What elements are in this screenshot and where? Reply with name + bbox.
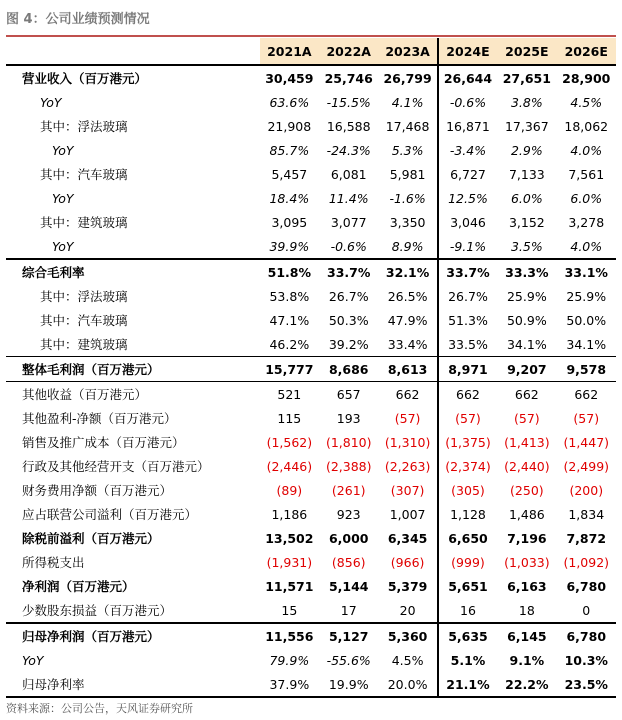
col-header-2024e: 2024E xyxy=(438,38,497,65)
row-label: YoY xyxy=(52,142,74,158)
row-label: 其中：建筑玻璃 xyxy=(40,215,128,230)
cell-2022a: (2,388) xyxy=(325,458,372,474)
cell-2022a: 6,000 xyxy=(328,530,369,546)
cell-2023a: 20.0% xyxy=(378,672,437,697)
cell-2025e: (1,033) xyxy=(504,554,550,570)
cell-2025e: 2.9% xyxy=(510,142,543,158)
cell-2024e: 5.1% xyxy=(438,648,497,672)
title-rule xyxy=(6,35,616,37)
cell-2023a: 47.9% xyxy=(387,312,428,328)
cell-2022a: 16,588 xyxy=(326,118,371,134)
table-row xyxy=(6,162,616,186)
cell-2021a: 79.9% xyxy=(269,652,310,668)
row-label: 营业收入（百万港元） xyxy=(6,65,260,90)
cell-2023a: 8.9% xyxy=(391,238,424,254)
cell-2021a: 5,457 xyxy=(271,166,308,182)
cell-2024e: -3.4% xyxy=(438,138,497,162)
row-label: 销售及推广成本（百万港元） xyxy=(22,435,185,450)
cell-2025e: 50.9% xyxy=(506,312,547,328)
cell-2026e: 6,780 xyxy=(557,623,616,648)
cell-2025e: 27,651 xyxy=(497,65,556,90)
cell-2023a: 4.5% xyxy=(391,652,424,668)
cell-2021a: 85.7% xyxy=(269,142,310,158)
cell-2025e: (2,440) xyxy=(504,458,550,474)
row-label: 少数股东损益（百万港元） xyxy=(22,603,173,618)
cell-2021a: 37.9% xyxy=(260,672,319,697)
table-row xyxy=(6,138,616,162)
cell-2021a: 51.8% xyxy=(260,259,319,284)
cell-2025e: 9.1% xyxy=(509,652,545,668)
cell-2023a: 5,360 xyxy=(378,623,437,648)
cell-2026e: (1,447) xyxy=(563,434,610,450)
cell-2024e: 12.5% xyxy=(438,186,497,210)
cell-2025e: 7,196 xyxy=(507,530,547,546)
cell-2022a: 3,077 xyxy=(330,214,367,230)
table-row xyxy=(6,90,616,114)
cell-2022a: 5,127 xyxy=(319,623,378,648)
cell-2023a: 20 xyxy=(399,602,416,618)
row-label: 其他收益（百万港元） xyxy=(6,382,260,407)
cell-2026e: 33.1% xyxy=(557,259,616,284)
cell-2025e: 6,145 xyxy=(497,623,556,648)
cell-2022a: -15.5% xyxy=(326,94,371,110)
cell-2025e: 9,207 xyxy=(497,357,556,382)
cell-2026e: 1,834 xyxy=(568,506,605,522)
table-row xyxy=(6,526,616,550)
cell-2022a: 193 xyxy=(336,410,361,426)
cell-2025e: 25.9% xyxy=(506,288,547,304)
cell-2026e: 25.9% xyxy=(566,288,607,304)
cell-2023a: 4.1% xyxy=(391,94,424,110)
cell-2023a: (966) xyxy=(390,554,425,570)
cell-2024e: (999) xyxy=(438,550,497,574)
col-header-2025e: 2025E xyxy=(497,38,556,65)
cell-2022a: 6,081 xyxy=(330,166,367,182)
cell-2022a: 657 xyxy=(319,382,378,407)
table-row xyxy=(6,430,616,454)
cell-2022a: 11.4% xyxy=(328,190,369,206)
table-row xyxy=(6,357,616,382)
cell-2024e: 5,651 xyxy=(438,574,497,598)
cell-2022a: (856) xyxy=(331,554,366,570)
cell-2026e: 18,062 xyxy=(564,118,609,134)
cell-2023a: 8,613 xyxy=(378,357,437,382)
forecast-table xyxy=(6,38,616,698)
cell-2026e: 23.5% xyxy=(557,672,616,697)
cell-2026e: 50.0% xyxy=(566,312,607,328)
cell-2026e: 0 xyxy=(582,602,591,618)
cell-2023a: -1.6% xyxy=(389,190,426,206)
cell-2021a: 13,502 xyxy=(265,530,314,546)
cell-2022a: -0.6% xyxy=(330,238,367,254)
cell-2024e: 6,727 xyxy=(438,162,497,186)
cell-2023a: 17,468 xyxy=(385,118,430,134)
table-row xyxy=(6,114,616,138)
header-row xyxy=(6,38,616,65)
cell-2022a: -24.3% xyxy=(326,142,371,158)
header-label-cell xyxy=(6,38,260,65)
cell-2024e: 662 xyxy=(438,382,497,407)
cell-2021a: (89) xyxy=(276,482,303,498)
cell-2021a: 18.4% xyxy=(269,190,310,206)
table-row xyxy=(6,186,616,210)
cell-2025e: (250) xyxy=(510,482,544,498)
cell-2021a: 30,459 xyxy=(260,65,319,90)
cell-2024e: (305) xyxy=(438,478,497,502)
row-label: YoY xyxy=(52,190,74,206)
table-row xyxy=(6,65,616,90)
cell-2024e: -9.1% xyxy=(438,234,497,259)
cell-2022a: 33.7% xyxy=(319,259,378,284)
cell-2021a: 521 xyxy=(260,382,319,407)
table-row xyxy=(6,648,616,672)
row-label: 应占联营公司溢利（百万港元） xyxy=(22,507,198,522)
cell-2023a: 5.3% xyxy=(391,142,424,158)
cell-2023a: (307) xyxy=(390,482,425,498)
table-row xyxy=(6,454,616,478)
cell-2025e: 22.2% xyxy=(497,672,556,697)
cell-2021a: 46.2% xyxy=(269,336,310,352)
source-rule xyxy=(6,697,616,698)
cell-2023a: (57) xyxy=(394,410,421,426)
cell-2022a: 923 xyxy=(336,506,361,522)
row-label: 其他盈利-净额（百万港元） xyxy=(22,411,177,426)
cell-2022a: 8,686 xyxy=(319,357,378,382)
table-row xyxy=(6,598,616,623)
row-label: 归母净利率 xyxy=(6,672,260,697)
row-label: 行政及其他经营开支（百万港元） xyxy=(22,459,210,474)
cell-2021a: 115 xyxy=(277,410,302,426)
cell-2024e: 5,635 xyxy=(438,623,497,648)
cell-2022a: -55.6% xyxy=(326,652,371,668)
table-row xyxy=(6,574,616,598)
cell-2026e: 4.5% xyxy=(570,94,603,110)
cell-2021a: 15 xyxy=(281,602,298,618)
row-label: 综合毛利率 xyxy=(6,259,260,284)
cell-2021a: 1,186 xyxy=(271,506,308,522)
cell-2021a: (1,562) xyxy=(266,434,313,450)
cell-2023a: 1,007 xyxy=(389,506,426,522)
cell-2024e: 51.3% xyxy=(438,308,497,332)
table-row xyxy=(6,623,616,648)
cell-2026e: (2,499) xyxy=(563,458,610,474)
cell-2021a: 39.9% xyxy=(269,238,310,254)
cell-2024e: 6,650 xyxy=(438,526,497,550)
col-header-2022a: 2022A xyxy=(319,38,378,65)
row-label: YoY xyxy=(22,652,44,668)
table-row xyxy=(6,502,616,526)
row-label: 其中：建筑玻璃 xyxy=(40,337,128,352)
table-row xyxy=(6,406,616,430)
source-note: 资料来源：公司公告，天风证券研究所 xyxy=(6,702,193,715)
cell-2024e: -0.6% xyxy=(438,90,497,114)
cell-2023a: 26,799 xyxy=(378,65,437,90)
cell-2024e: (57) xyxy=(438,406,497,430)
row-label: 其中：汽车玻璃 xyxy=(40,313,128,328)
cell-2026e: 6.0% xyxy=(570,190,603,206)
cell-2025e: 33.3% xyxy=(497,259,556,284)
cell-2024e: 16 xyxy=(438,598,497,623)
cell-2025e: 7,133 xyxy=(508,166,545,182)
cell-2022a: 26.7% xyxy=(328,288,369,304)
cell-2024e: 21.1% xyxy=(438,672,497,697)
table-row xyxy=(6,478,616,502)
cell-2025e: 3.8% xyxy=(510,94,543,110)
cell-2024e: (2,374) xyxy=(438,454,497,478)
cell-2026e: 7,561 xyxy=(568,166,605,182)
row-label: YoY xyxy=(40,94,62,110)
row-label: 净利润（百万港元） xyxy=(22,579,135,594)
cell-2022a: (1,810) xyxy=(325,434,372,450)
cell-2023a: 662 xyxy=(378,382,437,407)
table-row xyxy=(6,284,616,308)
cell-2023a: 26.5% xyxy=(387,288,428,304)
cell-2024e: 33.5% xyxy=(438,332,497,357)
table-row xyxy=(6,308,616,332)
col-header-2023a: 2023A xyxy=(378,38,437,65)
cell-2021a: 21,908 xyxy=(267,118,312,134)
cell-2025e: 34.1% xyxy=(506,336,547,352)
cell-2022a: 50.3% xyxy=(328,312,369,328)
cell-2025e: 6.0% xyxy=(510,190,543,206)
table-row xyxy=(6,210,616,234)
cell-2023a: (2,263) xyxy=(384,458,431,474)
cell-2021a: 15,777 xyxy=(260,357,319,382)
cell-2021a: 3,095 xyxy=(271,214,308,230)
table-row xyxy=(6,234,616,259)
cell-2025e: 6,163 xyxy=(507,578,547,594)
cell-2022a: 17 xyxy=(340,602,357,618)
cell-2025e: (57) xyxy=(514,410,540,426)
row-label: 所得税支出 xyxy=(22,555,85,570)
row-label: 其中：浮法玻璃 xyxy=(40,119,128,134)
row-label: YoY xyxy=(52,238,74,254)
row-label: 其中：浮法玻璃 xyxy=(40,289,128,304)
cell-2026e: (200) xyxy=(569,482,604,498)
cell-2026e: 6,780 xyxy=(566,578,607,594)
col-header-2026e: 2026E xyxy=(557,38,616,65)
table-row xyxy=(6,259,616,284)
cell-2021a: 11,556 xyxy=(260,623,319,648)
cell-2024e: 1,128 xyxy=(438,502,497,526)
cell-2024e: 8,971 xyxy=(438,357,497,382)
cell-2023a: 33.4% xyxy=(387,336,428,352)
cell-2024e: 3,046 xyxy=(438,210,497,234)
cell-2024e: (1,375) xyxy=(438,430,497,454)
table-row xyxy=(6,382,616,407)
table-row xyxy=(6,332,616,357)
cell-2022a: 39.2% xyxy=(328,336,369,352)
cell-2023a: 3,350 xyxy=(389,214,426,230)
cell-2023a: (1,310) xyxy=(384,434,431,450)
cell-2022a: 25,746 xyxy=(319,65,378,90)
cell-2026e: (57) xyxy=(573,410,600,426)
cell-2026e: 4.0% xyxy=(570,142,603,158)
row-label: 其中：汽车玻璃 xyxy=(40,167,128,182)
row-label: 财务费用净额（百万港元） xyxy=(22,483,173,498)
cell-2026e: 662 xyxy=(557,382,616,407)
cell-2023a: 5,981 xyxy=(389,166,426,182)
cell-2025e: 1,486 xyxy=(508,506,545,522)
cell-2021a: 47.1% xyxy=(269,312,310,328)
cell-2022a: (261) xyxy=(331,482,366,498)
cell-2023a: 5,379 xyxy=(387,578,428,594)
cell-2026e: 9,578 xyxy=(557,357,616,382)
col-header-2021a: 2021A xyxy=(260,38,319,65)
cell-2022a: 5,144 xyxy=(328,578,369,594)
cell-2026e: 3,278 xyxy=(568,214,605,230)
cell-2025e: 3,152 xyxy=(508,214,545,230)
cell-2025e: 18 xyxy=(518,602,535,618)
cell-2023a: 6,345 xyxy=(387,530,428,546)
cell-2026e: 4.0% xyxy=(570,238,603,254)
cell-2022a: 19.9% xyxy=(319,672,378,697)
figure-title: 图 4：公司业绩预测情况 xyxy=(6,12,150,27)
cell-2026e: 10.3% xyxy=(564,652,608,668)
cell-2026e: (1,092) xyxy=(563,554,610,570)
cell-2021a: 11,571 xyxy=(265,578,314,594)
cell-2024e: 16,871 xyxy=(438,114,497,138)
cell-2025e: 3.5% xyxy=(510,238,543,254)
row-label: 整体毛利润（百万港元） xyxy=(6,357,260,382)
table-row xyxy=(6,550,616,574)
cell-2024e: 26.7% xyxy=(438,284,497,308)
cell-2023a: 32.1% xyxy=(378,259,437,284)
cell-2021a: (1,931) xyxy=(266,554,313,570)
cell-2025e: (1,413) xyxy=(504,434,550,450)
cell-2026e: 7,872 xyxy=(566,530,607,546)
cell-2025e: 17,367 xyxy=(504,118,549,134)
cell-2024e: 33.7% xyxy=(438,259,497,284)
cell-2021a: 63.6% xyxy=(269,94,310,110)
row-label: 归母净利润（百万港元） xyxy=(6,623,260,648)
table-row xyxy=(6,672,616,697)
cell-2026e: 28,900 xyxy=(557,65,616,90)
cell-2024e: 26,644 xyxy=(438,65,497,90)
cell-2021a: 53.8% xyxy=(269,288,310,304)
cell-2025e: 662 xyxy=(497,382,556,407)
cell-2026e: 34.1% xyxy=(566,336,607,352)
cell-2021a: (2,446) xyxy=(266,458,313,474)
table-body xyxy=(6,65,616,697)
row-label: 除税前溢利（百万港元） xyxy=(22,531,160,546)
